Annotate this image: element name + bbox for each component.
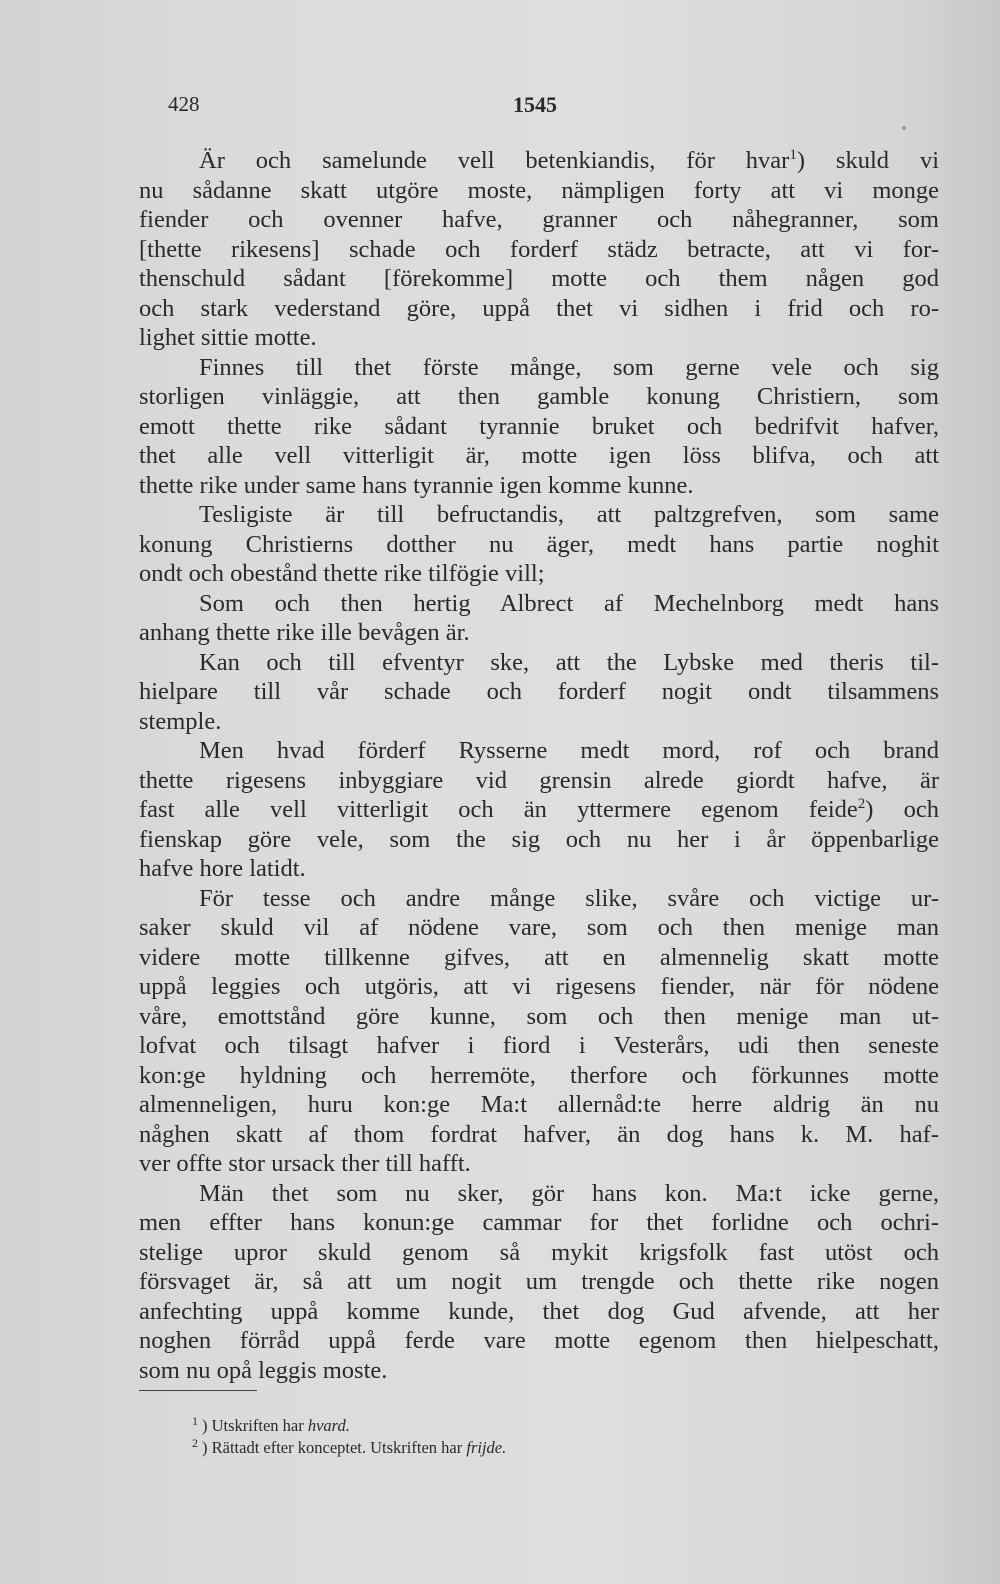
text-segment: ) skuld vi	[796, 147, 939, 174]
text-line: Kan och till efventyr ske, att the Lybske med theris til-	[199, 648, 939, 676]
text-line: Finnes till thet förste månge, som gerne vele och sig	[199, 353, 939, 381]
text-line: anfechting uppå komme kunde, thet dog Gud afvende, att her	[139, 1297, 939, 1325]
text-line: anhang thette rike ille bevågen är.	[139, 619, 470, 646]
text-line: hafve hore latidt.	[139, 855, 306, 882]
text-line: kon:ge hyldning och herremöte, therfore och förkunnes motte	[139, 1061, 939, 1089]
footnote: $^1$ ) Utskriften har hvard.	[192, 1413, 350, 1435]
text-line: hielpare till vår schade och forderf nogit ondt tilsammens	[139, 678, 939, 705]
text-line	[139, 795, 939, 825]
text-line: thette rike under same hans tyrannie igen komme kunne.	[139, 471, 694, 499]
text-line: thenschuld sådant [förekomme] motte och them någen god	[139, 265, 939, 292]
text-line: ondt och obestånd thette rike tilfögie vill;	[139, 560, 545, 587]
text-line: försvaget är, så att um nogit um trengde och thette rike nogen	[139, 1268, 939, 1295]
page-year-heading: 1545	[513, 92, 557, 117]
footnote-number: 2	[192, 1435, 198, 1450]
text-line: emott thette rike sådant tyrannie bruket och bedrifvit hafver,	[139, 412, 939, 440]
text-line: Som och then hertig Albrect af Mechelnborg medt hans	[199, 589, 939, 617]
text-line: noghen förråd uppå ferde vare motte egenom then hielpeschatt,	[139, 1327, 939, 1354]
text-line: stelige upror skuld genom så mykit krigsfolk fast utöst och	[139, 1238, 939, 1266]
text-line: lofvat och tilsagt hafver i fiord i Vesterårs, udi then seneste	[139, 1032, 939, 1059]
footnote-separator	[139, 1390, 257, 1391]
text-line: och stark vederstand göre, uppå thet vi sidhen i frid och ro-	[139, 294, 939, 322]
text-line: fiender och ovenner hafve, granner och nåhegranner, som	[139, 206, 939, 233]
footnote-italic-word: frijde.	[466, 1438, 507, 1457]
text-line: ver offte stor ursack ther till hafft.	[139, 1150, 471, 1177]
text-line: uppå leggies och utgöris, att vi rigesens fiender, när för nödene	[139, 973, 939, 1000]
text-line: lighet sittie motte.	[139, 324, 317, 351]
text-segment: fast alle vell vitterligit och än yttermere egenom feide	[139, 796, 858, 823]
text-line: [thette rikesens] schade och forderf städz betracte, att vi for-	[139, 235, 939, 263]
footnotes	[192, 1415, 506, 1459]
footnote-italic-word: hvard.	[307, 1416, 350, 1435]
text-line: som nu opå leggis moste.	[139, 1356, 388, 1384]
speck	[902, 126, 906, 130]
page-number: 428	[168, 92, 200, 116]
text-line: storligen vinläggie, att then gamble konung Christiern, som	[139, 383, 939, 410]
text-line: Män thet som nu sker, gör hans kon. Ma:t icke gerne,	[199, 1179, 939, 1207]
text-line: konung Christierns dotther nu äger, medt hans partie noghit	[139, 530, 939, 558]
text-line: För tesse och andre månge slike, svåre och victige ur-	[199, 884, 939, 912]
body-text	[139, 146, 939, 1385]
footnote-marker: 1	[789, 146, 797, 163]
footnote-text: Rättadt efter konceptet. Utskriften har	[211, 1438, 463, 1457]
text-segment: ) och	[865, 796, 939, 823]
footnote: $^2$ ) Rättadt efter konceptet. Utskriften har frijde.	[192, 1435, 507, 1457]
footnote-text: Utskriften har	[211, 1416, 304, 1435]
text-line	[139, 146, 939, 176]
text-line: almenneligen, huru kon:ge Ma:t allernåd:te herre aldrig än nu	[139, 1091, 939, 1118]
text-line: våre, emottstånd göre kunne, som och then menige man ut-	[139, 1002, 939, 1030]
text-segment: Är och samelunde vell betenkiandis, för hvar	[199, 147, 790, 174]
text-line: stemple.	[139, 707, 222, 735]
text-line: thette rigesens inbyggiare vid grensin alrede giordt hafve, är	[139, 766, 939, 794]
text-line: Tesligiste är till befructandis, att paltzgrefven, som same	[199, 501, 939, 528]
text-line: saker skuld vil af nödene vare, som och then menige man	[139, 914, 939, 941]
text-line: men effter hans konun:ge cammar for thet forlidne och ochri-	[139, 1209, 939, 1236]
text-line: nu sådanne skatt utgöre moste, nämpligen forty att vi monge	[139, 176, 939, 204]
text-line: Men hvad förderf Rysserne medt mord, rof och brand	[199, 737, 939, 764]
footnote-number: 1	[192, 1413, 198, 1428]
footnote-marker: 2	[857, 795, 866, 812]
text-line: fienskap göre vele, som the sig och nu her i år öppenbarlige	[139, 825, 939, 853]
text-line: någhen skatt af thom fordrat hafver, än dog hans k. M. haf-	[139, 1120, 939, 1148]
text-line: videre motte tillkenne gifves, att en almennelig skatt motte	[139, 943, 939, 971]
text-line: thet alle vell vitterligit är, motte igen löss blifva, och att	[139, 442, 939, 469]
page-header	[168, 92, 868, 122]
